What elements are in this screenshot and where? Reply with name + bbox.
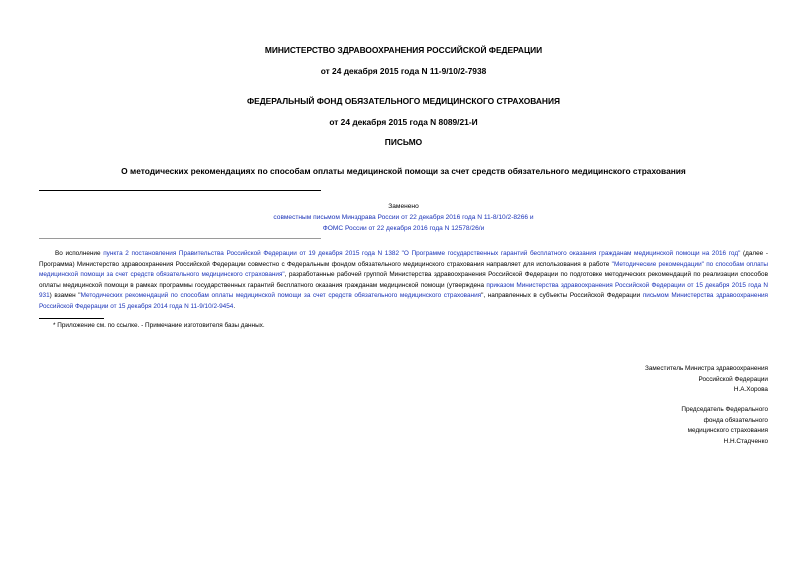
footnote-divider bbox=[39, 318, 104, 319]
replaced-divider bbox=[39, 238, 321, 239]
fund-title: ФЕДЕРАЛЬНЫЙ ФОНД ОБЯЗАТЕЛЬНОГО МЕДИЦИНСКОГО СТРАХОВАНИЯ bbox=[246, 96, 561, 106]
body-text-3: , разработанные рабочей группой Министерства здравоохранения Российской Федерации по подготовке методических рекомендаций по реализации способов оплаты медицинской помощи в рамках программы государственных гарантий бесплатного оказания гражданам медицинской помощи (утверждена bbox=[39, 271, 768, 289]
replaced-label: Заменено bbox=[388, 203, 419, 210]
signature-2-organization-2: медицинского страхования bbox=[687, 427, 768, 435]
signature-1-name: Н.А.Хорова bbox=[733, 386, 768, 394]
ministry-title: МИНИСТЕРСТВО ЗДРАВООХРАНЕНИЯ РОССИЙСКОЙ ФЕДЕРАЦИИ bbox=[264, 45, 543, 55]
body-text-4: ) взамен " bbox=[49, 292, 81, 299]
link-government-decree[interactable]: пункта 2 постановления Правительства Российской Федерации от 19 декабря 2015 года N 1382 "О Программе государственных гарантий бесплатного оказания гражданам медицинской помощи на 2016 год" bbox=[103, 250, 741, 257]
signature-fund-chairman bbox=[681, 405, 768, 447]
letter-body bbox=[39, 249, 768, 312]
link-previous-recommendations[interactable]: Методических рекомендаций по способам оплаты медицинской помощи за счет средств обязательного медицинского страхования bbox=[80, 292, 482, 299]
footnote: * Приложение см. по ссылке. - Примечание изготовителя базы данных. bbox=[53, 322, 265, 329]
link-ministry-order[interactable]: приказом Министерства здравоохранения Российской Федерации от 15 декабря 2015 года N 931 bbox=[39, 281, 768, 299]
replaced-link-1[interactable]: совместным письмом Минздрава России от 22 декабря 2016 года N 11-8/10/2-8266 и bbox=[273, 214, 534, 221]
replaced-link-2[interactable]: ФОМС России от 22 декабря 2016 года N 12578/26/и bbox=[322, 225, 485, 232]
document-type: ПИСЬМО bbox=[384, 137, 423, 147]
body-text-6: . bbox=[233, 302, 236, 310]
signature-2-organization-1: фонда обязательного bbox=[703, 416, 768, 424]
body-text-2: (далее - Программа) Министерство здравоохранения Российской Федерации совместно с Федеральным фондом обязательного медицинского страхования направляет для использования в работе bbox=[39, 250, 768, 268]
fund-date: от 24 декабря 2015 года N 8089/21-И bbox=[329, 117, 478, 127]
link-ministry-letter[interactable]: письмом Министерства здравоохранения Российской Федерации от 15 декабря 2014 года N 11-9/10/2-9454 bbox=[39, 292, 769, 310]
ministry-date: от 24 декабря 2015 года N 11-9/10/2-7938 bbox=[320, 66, 487, 76]
body-text-1: Во исполнение bbox=[55, 250, 104, 257]
signature-deputy-minister bbox=[645, 364, 768, 396]
signature-2-position: Председатель Федерального bbox=[681, 406, 768, 413]
header-divider bbox=[39, 190, 321, 191]
document-subject: О методических рекомендациях по способам оплаты медицинской помощи за счет средств обязательного медицинского страхования bbox=[121, 166, 686, 176]
signature-1-position: Заместитель Министра здравоохранения bbox=[644, 365, 768, 372]
signature-2-name: Н.Н.Стадченко bbox=[723, 437, 768, 445]
body-text-5: ", направленных в субъекты Российской Федерации bbox=[481, 292, 643, 299]
link-methodical-recommendations[interactable]: "Методические рекомендации" по способам оплаты медицинской помощи за счет средств обязательного медицинского страхования" bbox=[39, 260, 769, 278]
signature-1-organization: Российской Федерации bbox=[698, 375, 768, 383]
